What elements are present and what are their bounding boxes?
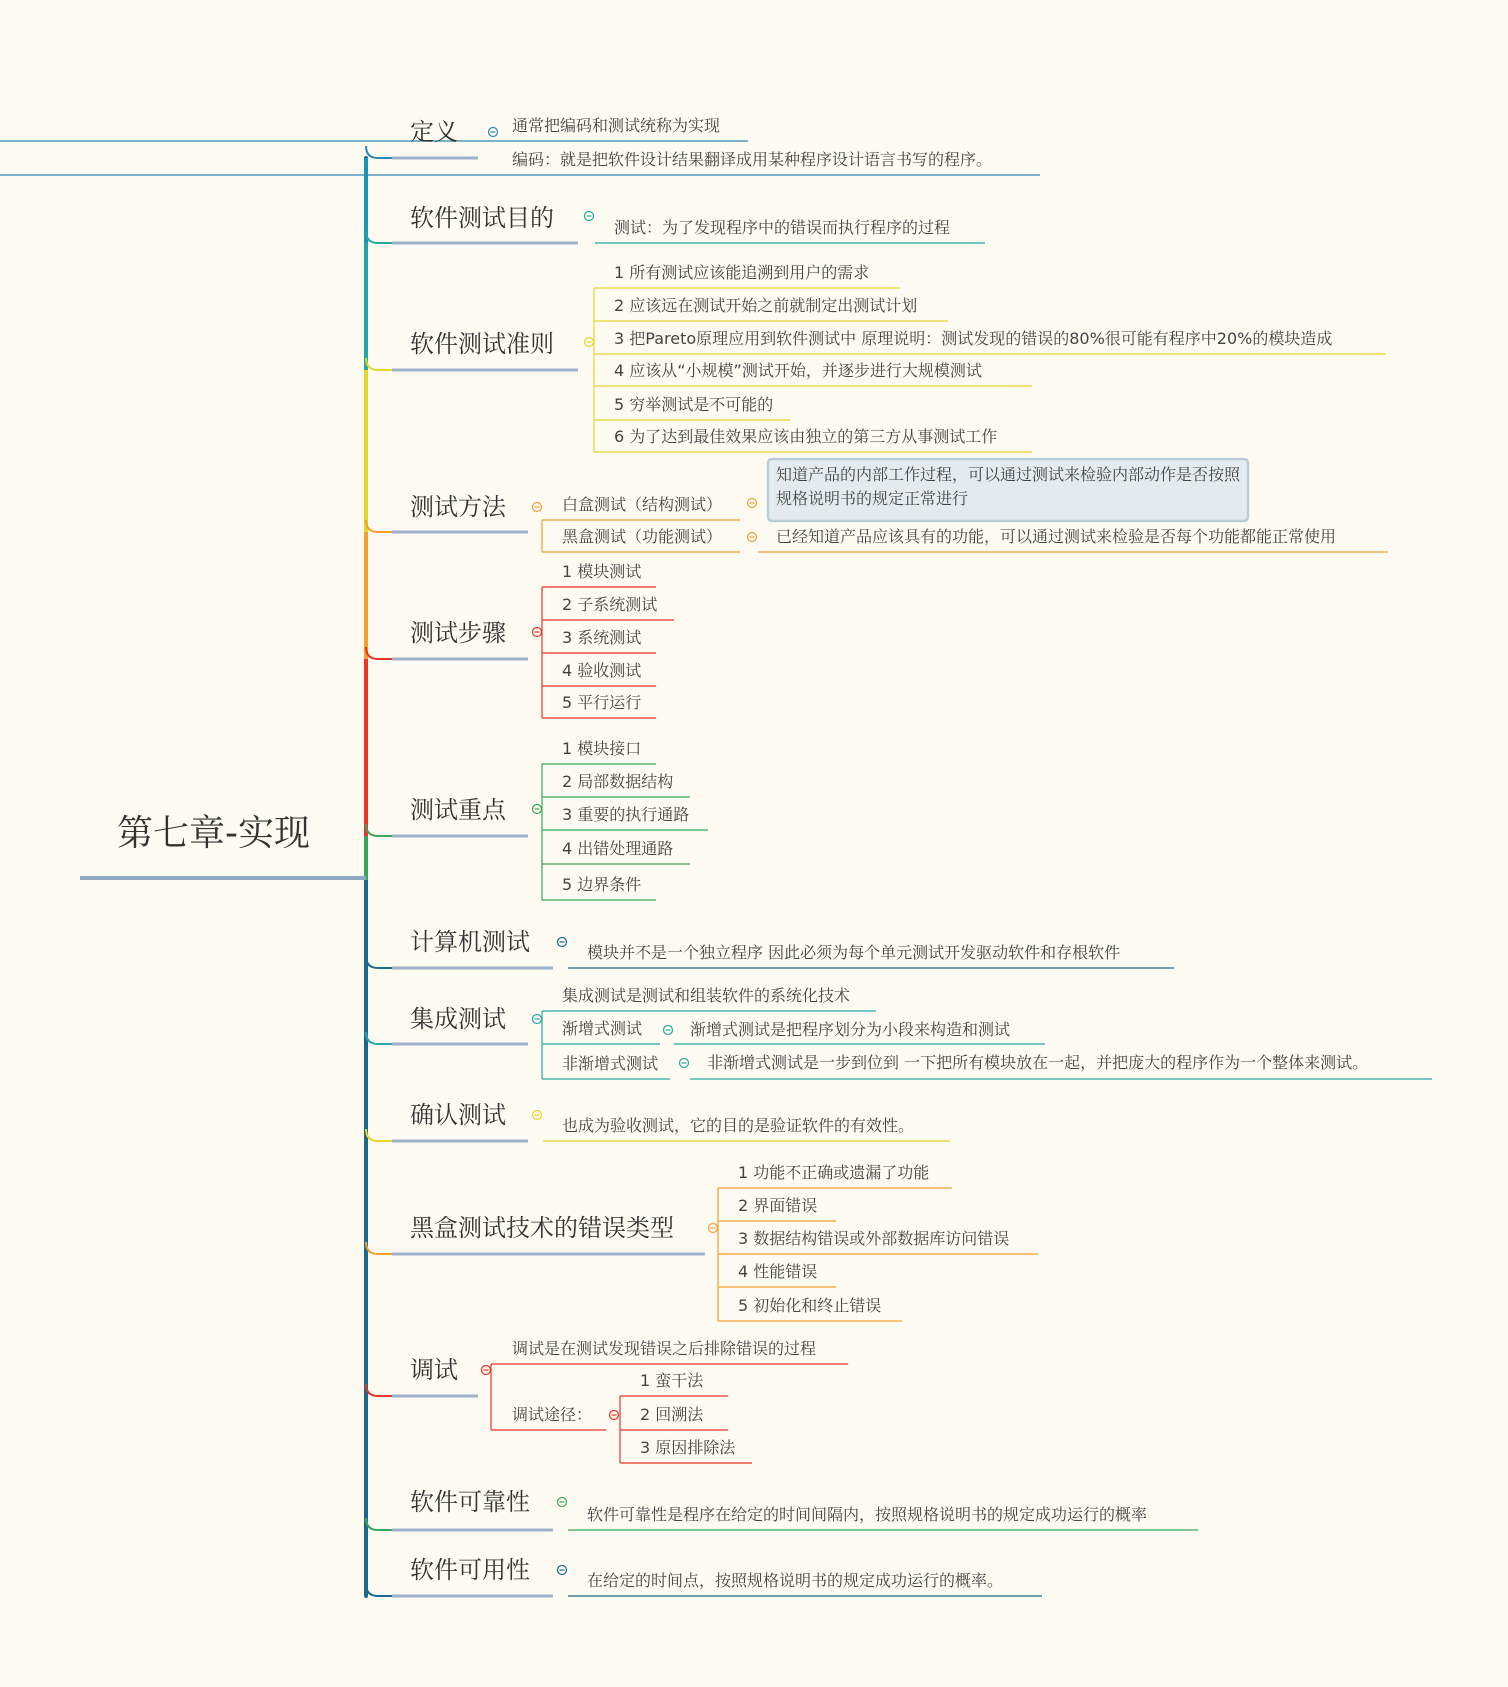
collapse-toggle-icon[interactable] (533, 1015, 542, 1024)
child-node[interactable] (614, 296, 917, 315)
grandchild-node[interactable] (690, 1020, 1010, 1039)
child-node[interactable] (738, 1262, 817, 1281)
grandchild-text: 知道产品的内部工作过程，可以通过测试来检验内部动作是否按照 (776, 465, 1241, 484)
child-text: 5 平行运行 (562, 693, 642, 712)
child-node[interactable] (562, 839, 673, 858)
child-node[interactable] (738, 1296, 881, 1315)
child-text: 3 把Pareto原理应用到软件测试中 原理说明：测试发现的错误的80%很可能有程序中20%的模块造成 (614, 329, 1333, 348)
grandchild-text: 已经知道产品应该具有的功能，可以通过测试来检验是否每个功能都能正常使用 (776, 527, 1337, 546)
child-text: 黑盒测试（功能测试） (562, 527, 723, 546)
child-node[interactable] (512, 1339, 816, 1358)
collapse-toggle-icon[interactable] (585, 338, 594, 347)
child-text: 4 验收测试 (562, 661, 642, 680)
child-text: 通常把编码和测试统称为实现 (512, 116, 721, 135)
branch-connector (366, 1242, 392, 1254)
branch-title: 测试重点 (410, 796, 506, 824)
child-text: 渐增式测试 (562, 1019, 643, 1038)
child-node[interactable] (562, 562, 641, 581)
branch-title: 软件可用性 (410, 1556, 530, 1584)
branch-title: 软件测试准则 (410, 330, 554, 358)
child-text: 5 穷举测试是不可能的 (614, 395, 774, 414)
child-node[interactable] (614, 427, 997, 446)
branch-title: 测试方法 (410, 493, 506, 521)
child-text: 2 子系统测试 (562, 595, 658, 614)
branch-node[interactable] (410, 1356, 491, 1384)
branch-title: 定义 (410, 118, 458, 146)
grandchild-node[interactable] (640, 1371, 704, 1390)
branch-connector (366, 1129, 392, 1141)
child-node[interactable] (562, 805, 689, 824)
child-text: 2 局部数据结构 (562, 772, 674, 791)
collapse-toggle-icon[interactable] (748, 533, 757, 542)
branch-node[interactable] (410, 1556, 567, 1584)
collapse-toggle-icon[interactable] (585, 212, 594, 221)
branch-node[interactable] (410, 493, 542, 521)
collapse-toggle-icon[interactable] (489, 128, 498, 137)
grandchild-node[interactable] (707, 1053, 1368, 1072)
branch-title: 计算机测试 (410, 928, 530, 956)
branch-node[interactable] (410, 1101, 542, 1129)
child-node[interactable] (738, 1196, 817, 1215)
child-text: 非渐增式测试 (562, 1054, 659, 1073)
child-text: 1 模块接口 (562, 739, 642, 758)
child-text: 白盒测试（结构测试） (562, 495, 723, 514)
child-text: 5 边界条件 (562, 875, 642, 894)
child-node[interactable] (512, 1405, 619, 1424)
collapse-toggle-icon[interactable] (680, 1059, 689, 1068)
collapse-toggle-icon[interactable] (748, 499, 757, 508)
nodes (410, 116, 1368, 1590)
child-node[interactable] (614, 218, 950, 237)
branch-connector (366, 520, 392, 532)
grandchild-text: 非渐增式测试是一步到位到 一下把所有模块放在一起，并把庞大的程序作为一个整体来测试。 (707, 1053, 1369, 1072)
collapse-toggle-icon[interactable] (533, 503, 542, 512)
child-node[interactable] (562, 495, 757, 514)
grandchild-text-line2: 规格说明书的规定正常进行 (776, 489, 969, 508)
grandchild-node[interactable] (640, 1405, 704, 1424)
branch-node[interactable] (410, 330, 594, 358)
branch-connector (366, 1384, 392, 1396)
child-text: 3 数据结构错误或外部数据库访问错误 (738, 1229, 1010, 1248)
child-text: 1 所有测试应该能追溯到用户的需求 (614, 263, 870, 282)
branch-node[interactable] (410, 796, 542, 824)
child-text: 调试是在测试发现错误之后排除错误的过程 (512, 1339, 817, 1358)
branch-connector (366, 647, 392, 659)
child-node[interactable] (738, 1163, 929, 1182)
child-node[interactable] (562, 693, 641, 712)
collapse-toggle-icon[interactable] (533, 1111, 542, 1120)
branch-connector (366, 1518, 392, 1530)
branch-node[interactable] (410, 204, 594, 232)
child-node[interactable] (587, 1571, 1003, 1590)
child-text: 编码：就是把软件设计结果翻译成用某种程序设计语言书写的程序。 (512, 150, 993, 169)
child-node[interactable] (512, 150, 992, 169)
child-node[interactable] (562, 527, 757, 546)
branch-title: 黑盒测试技术的错误类型 (410, 1214, 674, 1242)
collapse-toggle-icon[interactable] (482, 1366, 491, 1375)
collapse-toggle-icon[interactable] (533, 628, 542, 637)
branch-connector (366, 956, 392, 968)
grandchild-text: 渐增式测试是把程序划分为小段来构造和测试 (690, 1020, 1011, 1039)
branch-connector (366, 231, 392, 243)
child-text: 1 功能不正确或遗漏了功能 (738, 1163, 930, 1182)
child-text: 测试：为了发现程序中的错误而执行程序的过程 (614, 218, 951, 237)
child-node[interactable] (562, 875, 641, 894)
child-text: 2 界面错误 (738, 1196, 818, 1215)
branch-title: 软件可靠性 (410, 1488, 530, 1516)
child-node[interactable] (738, 1229, 1009, 1248)
child-text: 5 初始化和终止错误 (738, 1296, 882, 1315)
child-text: 集成测试是测试和组装软件的系统化技术 (562, 986, 851, 1005)
branch-node[interactable] (410, 1214, 718, 1242)
child-text: 3 重要的执行通路 (562, 805, 690, 824)
child-text: 4 性能错误 (738, 1262, 818, 1281)
branch-node[interactable] (410, 928, 567, 956)
branch-connector (366, 824, 392, 836)
child-node[interactable] (587, 1505, 1147, 1524)
collapse-toggle-icon[interactable] (558, 1566, 567, 1575)
collapse-toggle-icon[interactable] (610, 1411, 619, 1420)
underlines (0, 141, 1432, 1596)
branch-node[interactable] (410, 619, 542, 647)
root-title: 第七章-实现 (117, 813, 310, 854)
grandchild-node[interactable] (640, 1438, 736, 1457)
branch-connector (366, 358, 392, 370)
child-node[interactable] (562, 772, 673, 791)
branch-node[interactable] (410, 1005, 542, 1033)
collapse-toggle-icon[interactable] (664, 1026, 673, 1035)
branch-connector (366, 1584, 392, 1596)
collapse-toggle-icon[interactable] (558, 938, 567, 947)
child-node[interactable] (614, 361, 982, 380)
branch-title: 软件测试目的 (410, 204, 554, 232)
child-node[interactable] (562, 986, 850, 1005)
collapse-toggle-icon[interactable] (709, 1224, 718, 1233)
collapse-toggle-icon[interactable] (558, 1498, 567, 1507)
branch-connector (366, 146, 392, 158)
grandchild-node[interactable] (776, 527, 1336, 546)
grandchild-text: 3 原因排除法 (640, 1438, 736, 1457)
child-node[interactable] (562, 661, 641, 680)
child-text: 4 出错处理通路 (562, 839, 674, 858)
child-node[interactable] (614, 263, 869, 282)
child-text: 6 为了达到最佳效果应该由独立的第三方从事测试工作 (614, 427, 998, 446)
branch-title: 测试步骤 (410, 619, 506, 647)
branch-title: 调试 (410, 1356, 458, 1384)
child-text: 2 应该远在测试开始之前就制定出测试计划 (614, 296, 918, 315)
grandchild-text: 2 回溯法 (640, 1405, 704, 1424)
child-text: 4 应该从“小规模”测试开始，并逐步进行大规模测试 (614, 361, 982, 380)
child-text: 1 模块测试 (562, 562, 642, 581)
branch-title: 集成测试 (410, 1005, 506, 1033)
collapse-toggle-icon[interactable] (533, 805, 542, 814)
child-node[interactable] (562, 628, 641, 647)
branch-node[interactable] (410, 1488, 567, 1516)
child-node[interactable] (562, 739, 641, 758)
root-node[interactable] (117, 813, 310, 854)
child-node[interactable] (587, 943, 1120, 962)
child-text: 在给定的时间点，按照规格说明书的规定成功运行的概率。 (587, 1571, 1004, 1590)
child-node[interactable] (614, 329, 1332, 348)
child-text: 模块并不是一个独立程序 因此必须为每个单元测试开发驱动软件和存根软件 (587, 943, 1121, 962)
branch-title: 确认测试 (410, 1101, 506, 1129)
child-text: 调试途径： (512, 1405, 593, 1424)
child-node[interactable] (562, 1054, 689, 1073)
child-text: 3 系统测试 (562, 628, 642, 647)
child-node[interactable] (512, 116, 720, 135)
child-text: 也成为验收测试，它的目的是验证软件的有效性。 (562, 1116, 915, 1135)
child-node[interactable] (562, 1019, 673, 1038)
child-node[interactable] (562, 1116, 914, 1135)
grandchild-node[interactable] (768, 459, 1248, 521)
child-text: 软件可靠性是程序在给定的时间间隔内，按照规格说明书的规定成功运行的概率 (587, 1505, 1148, 1524)
branch-connector (366, 1032, 392, 1044)
branch-node[interactable] (410, 118, 498, 146)
child-node[interactable] (614, 395, 773, 414)
grandchild-text: 1 蛮干法 (640, 1371, 704, 1390)
child-node[interactable] (562, 595, 657, 614)
